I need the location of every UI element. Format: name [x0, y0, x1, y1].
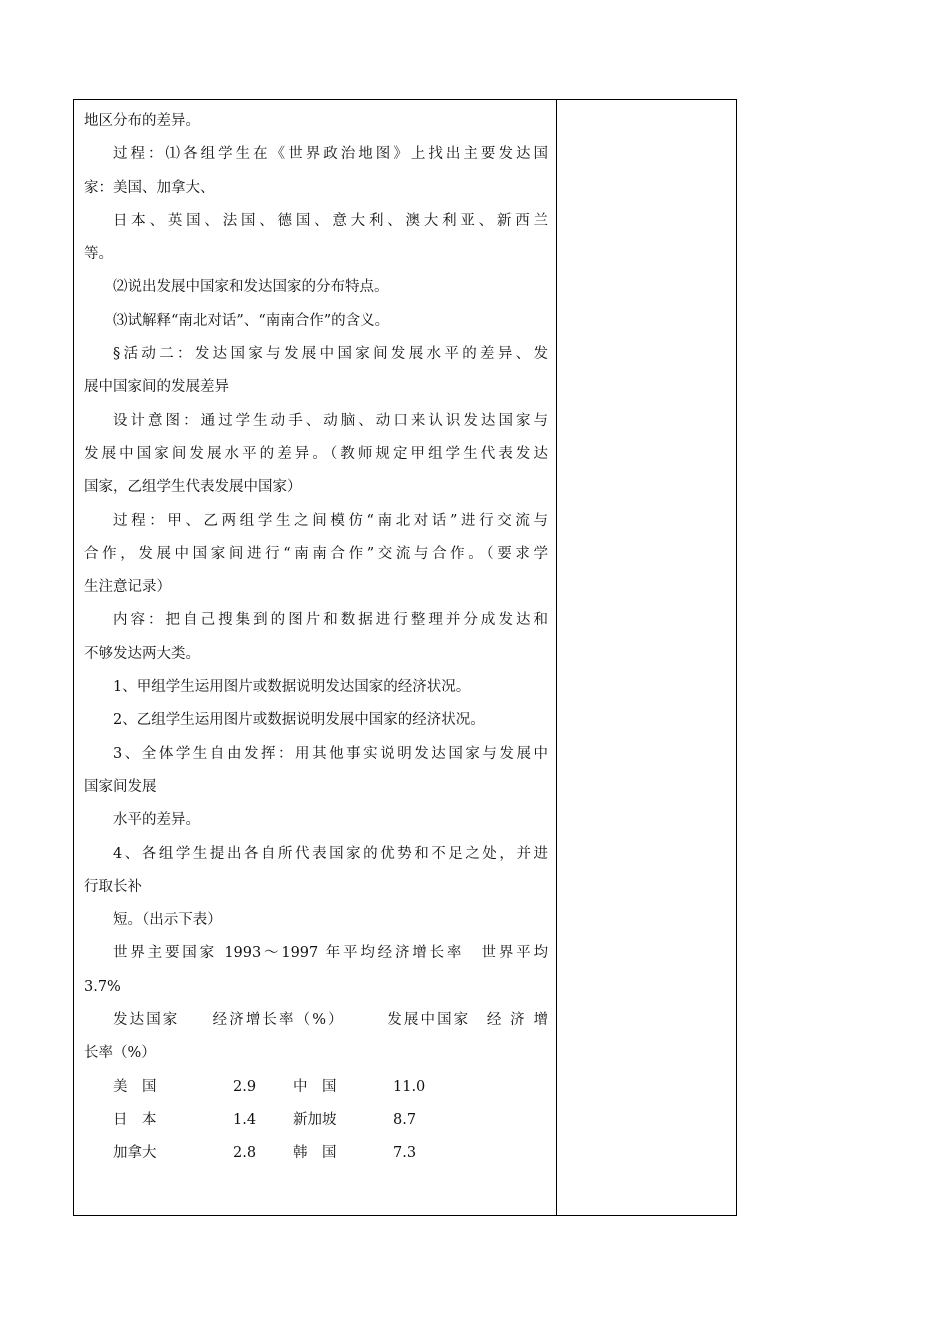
- developing-country-name: 新加坡: [293, 1111, 337, 1128]
- text-line: 发达国家 经济增长率（%） 发展中国家 经 济 增: [113, 1012, 548, 1029]
- text-line: 4、各组学生提出各自所代表国家的优势和不足之处，并进: [113, 845, 548, 862]
- growth-table: [84, 1071, 548, 1171]
- text-line: 行取长补: [84, 878, 142, 895]
- developed-country-name: 加拿大: [113, 1145, 157, 1162]
- text-lines: [84, 105, 548, 1071]
- text-line: 日本、英国、法国、德国、意大利、澳大利亚、新西兰: [113, 212, 548, 229]
- document-table: [73, 99, 737, 1216]
- table-row: [84, 1137, 548, 1170]
- developed-growth-rate: 1.4: [233, 1111, 257, 1128]
- text-line: 过程：甲、乙两组学生之间模仿“南北对话”进行交流与: [113, 512, 548, 529]
- text-line: 不够发达两大类。: [84, 645, 200, 662]
- developed-growth-rate: 2.9: [233, 1078, 257, 1095]
- developed-growth-rate: 2.8: [233, 1145, 257, 1162]
- developed-country-name: 美 国: [113, 1078, 157, 1095]
- text-line: 展中国家间的发展差异: [84, 379, 229, 396]
- text-line: 合作，发展中国家间进行“南南合作”交流与合作。（要求学: [84, 545, 548, 562]
- text-line: 地区分布的差异。: [84, 113, 200, 129]
- text-line: 发展中国家间发展水平的差异。（教师规定甲组学生代表发达: [84, 445, 548, 462]
- text-line: 3.7%: [84, 978, 121, 995]
- developed-country-name: 日 本: [113, 1111, 157, 1128]
- text-line: 2、乙组学生运用图片或数据说明发展中国家的经济状况。: [113, 712, 485, 729]
- text-line: 国家，乙组学生代表发展中国家）: [84, 479, 302, 496]
- table-row: [84, 1104, 548, 1137]
- text-line: §活动二：发达国家与发展中国家间发展水平的差异、发: [113, 346, 548, 363]
- text-line: 水平的差异。: [113, 812, 200, 829]
- text-line: 生注意记录）: [84, 579, 171, 596]
- text-line: 长率（%）: [84, 1045, 156, 1062]
- developing-growth-rate: 8.7: [393, 1111, 417, 1128]
- lesson-content-cell: [74, 100, 556, 1215]
- text-line: ⑶试解释“南北对话”、“南南合作”的含义。: [113, 312, 390, 329]
- text-line: 短。（出示下表）: [113, 912, 222, 929]
- table-row: [84, 1071, 548, 1104]
- developing-country-name: 中 国: [293, 1078, 337, 1095]
- notes-cell: [557, 100, 736, 1215]
- text-line: 国家间发展: [84, 778, 157, 795]
- developing-growth-rate: 7.3: [393, 1145, 417, 1162]
- text-line: 世界主要国家 1993～1997 年平均经济增长率 世界平均: [113, 945, 548, 962]
- developing-country-name: 韩 国: [293, 1145, 337, 1162]
- text-line: 家：美国、加拿大、: [84, 179, 215, 196]
- text-line: 过程：⑴各组学生在《世界政治地图》上找出主要发达国: [113, 146, 548, 163]
- developing-growth-rate: 11.0: [393, 1078, 426, 1095]
- text-line: 设计意图：通过学生动手、动脑、动口来认识发达国家与: [113, 412, 548, 429]
- text-line: 等。: [84, 246, 113, 263]
- text-line: 内容：把自己搜集到的图片和数据进行整理并分成发达和: [113, 612, 548, 629]
- text-line: 3、全体学生自由发挥：用其他事实说明发达国家与发展中: [113, 745, 548, 762]
- text-line: 1、甲组学生运用图片或数据说明发达国家的经济状况。: [113, 679, 471, 696]
- text-line: ⑵说出发展中国家和发达国家的分布特点。: [113, 279, 389, 296]
